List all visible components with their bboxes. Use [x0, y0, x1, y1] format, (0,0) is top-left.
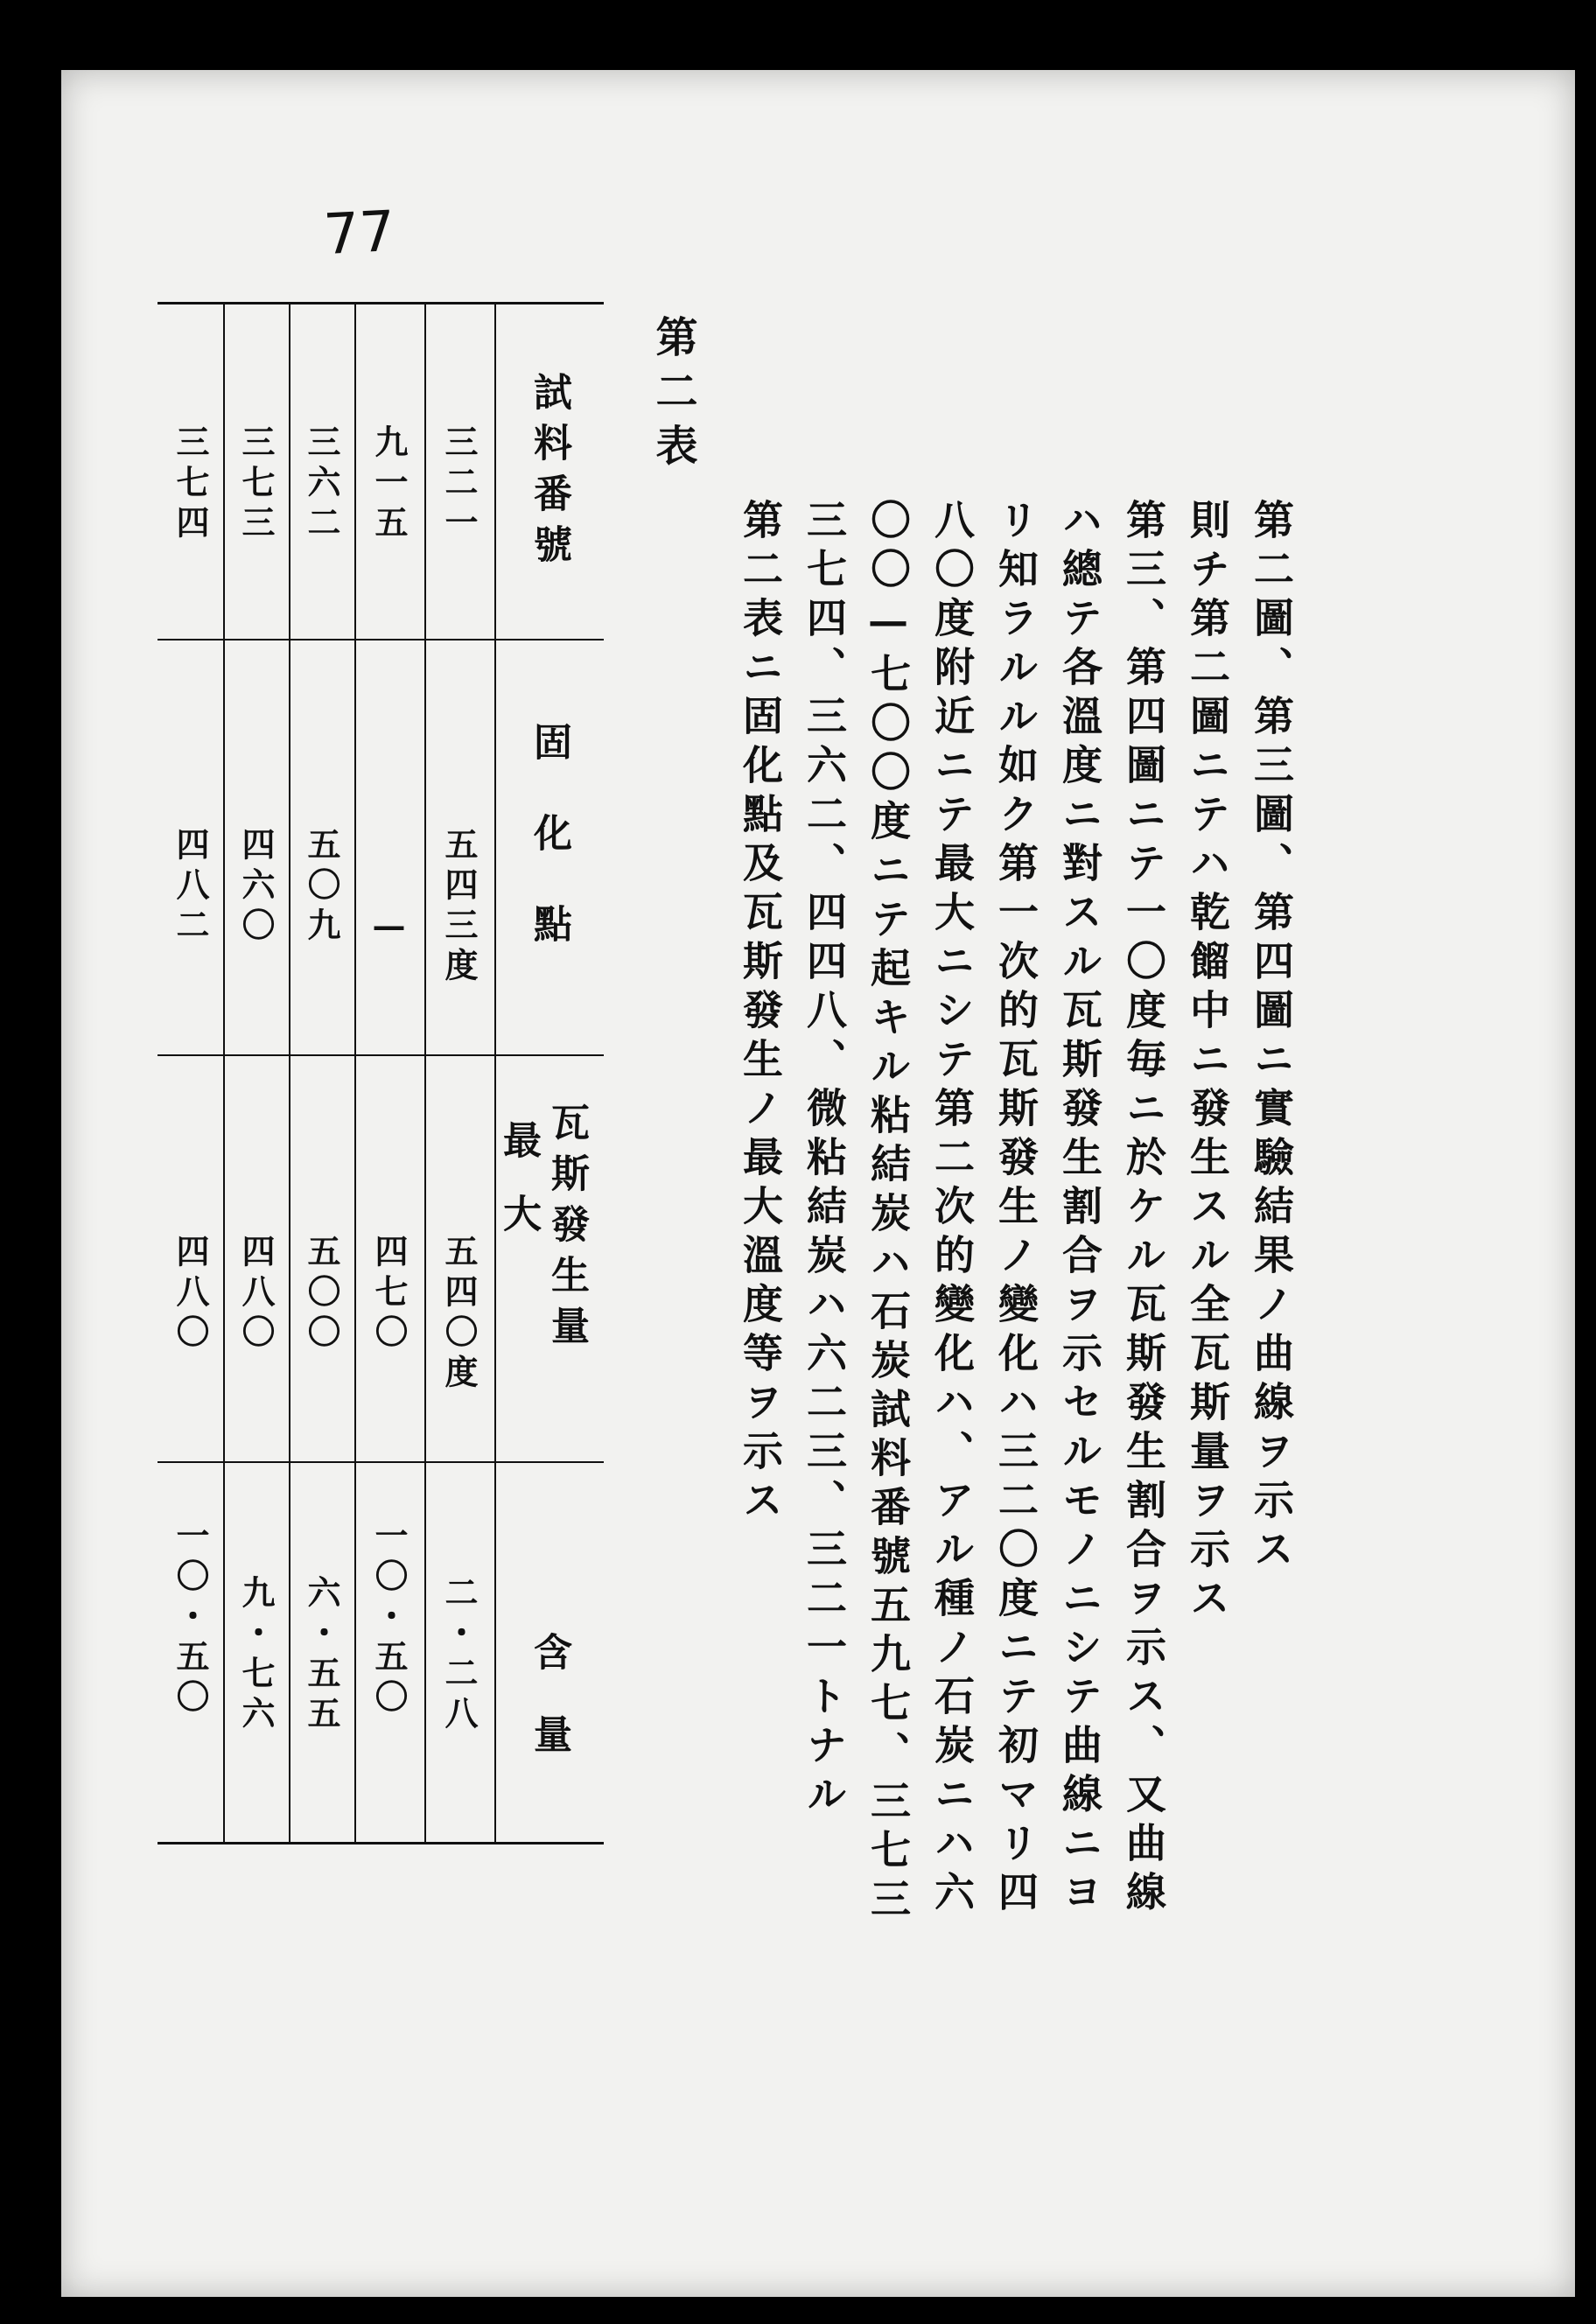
page-number: 77	[322, 199, 397, 269]
row-2-sample: 九一五	[369, 424, 409, 545]
row-1-gas: 五四〇度	[439, 1234, 479, 1395]
body-line-9: 第二表ニ固化點及瓦斯發生ノ最大溫度等ヲ示ス	[737, 499, 784, 1528]
body-line-3: 第三、第四圖ニテ一〇度毎ニ於ケル瓦斯發生割合ヲ示ス、又曲線	[1120, 499, 1167, 1920]
row-2-ash: 一〇・五〇	[369, 1518, 409, 1719]
row-2-gas: 四七〇	[369, 1234, 409, 1354]
header-coking-point: 固化點	[527, 722, 571, 995]
row-5-coking: 四八二	[171, 827, 210, 948]
body-line-8: 三七四、三六二、四四八、微粘結炭ハ六二三、三二一トナル	[801, 499, 848, 1822]
row-4-sample: 三七三	[236, 424, 276, 545]
row-4-gas: 四八〇	[236, 1234, 276, 1354]
row-2-coking: —	[369, 906, 409, 952]
body-line-2: 則チ第二圖ニテハ乾餾中ニ發生スル全瓦斯量ヲ示ス	[1184, 499, 1231, 1626]
body-line-4: ハ總テ各溫度ニ對スル瓦斯發生割合ヲ示セルモノニシテ曲線ニヨ	[1056, 499, 1103, 1920]
row-1-ash: 二・二八	[439, 1575, 479, 1736]
table-title: 第二表	[648, 315, 697, 478]
body-line-6: 八〇度附近ニテ最大ニシテ第二次的變化ハ、アル種ノ石炭ニハ六	[928, 499, 976, 1920]
body-line-5: リ知ラルル如ク第一次的瓦斯發生ノ變化ハ三二〇度ニテ初マリ四	[992, 499, 1040, 1920]
row-3-gas: 五〇〇	[302, 1234, 341, 1354]
row-1-coking: 五四三度	[439, 827, 479, 988]
header-ash-content: 含量	[527, 1632, 571, 1796]
body-line-1: 第二圖、第三圖、第四圖ニ實驗結果ノ曲線ヲ示ス	[1248, 499, 1295, 1577]
row-5-ash: 一〇・五〇	[171, 1518, 210, 1719]
row-3-sample: 三六二	[302, 424, 341, 545]
row-3-ash: 六・五五	[302, 1575, 341, 1736]
header-sample-number: 試料番號	[527, 372, 571, 575]
row-5-gas: 四八〇	[171, 1234, 210, 1354]
row-1-sample: 三二一	[439, 424, 479, 545]
body-line-7: 〇〇—七〇〇度ニテ起キル粘結炭ハ石炭試料番號五九七、三七三	[864, 499, 912, 1927]
row-4-coking: 四六〇	[236, 827, 276, 948]
row-3-coking: 五〇九	[302, 827, 341, 948]
header-gas-max: 最大	[496, 1120, 541, 1267]
data-table	[158, 302, 604, 1846]
row-5-sample: 三七四	[171, 424, 210, 545]
row-4-ash: 九・七六	[236, 1575, 276, 1736]
header-gas-evolution: 瓦斯發生量	[544, 1102, 589, 1356]
